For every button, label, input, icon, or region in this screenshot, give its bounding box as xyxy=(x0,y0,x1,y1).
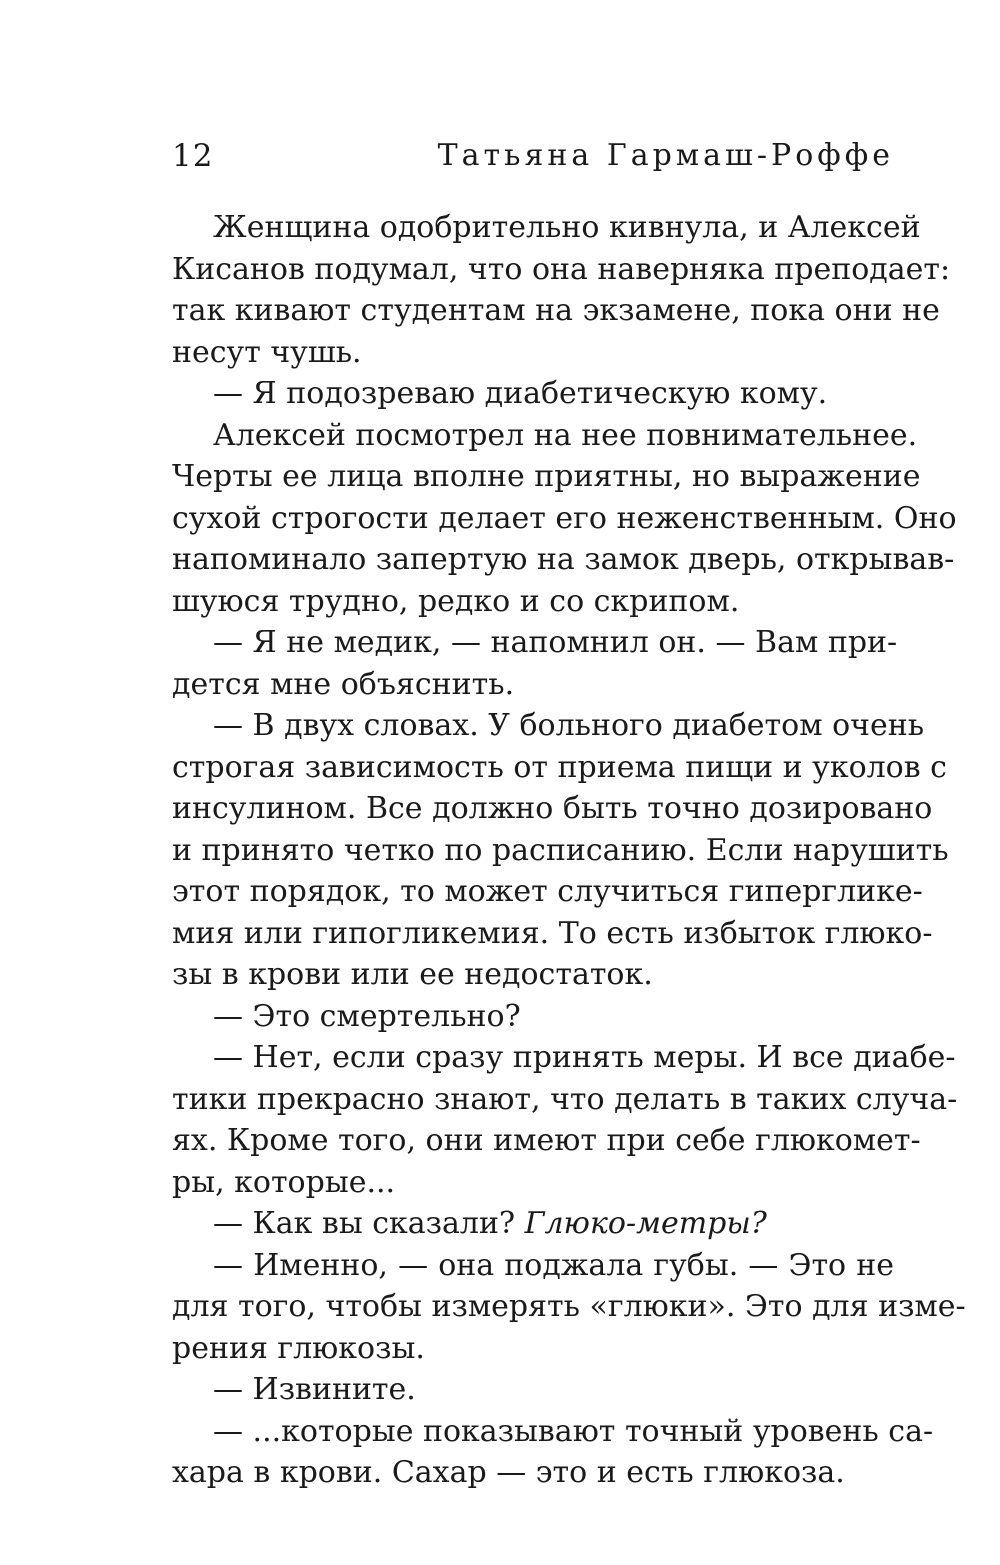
text-line-content: инсулином. Все должно быть точно дозировано xyxy=(172,791,933,826)
text-line xyxy=(172,456,921,498)
text-line-content: и принято четко по расписанию. Если нарушить xyxy=(172,832,949,868)
text-line-content: рения глюкозы. xyxy=(172,1330,425,1366)
text-line-content: — Нет, если сразу принять меры. И все диабе- xyxy=(213,1040,956,1075)
text-line-content: Кисанов подумал, что она наверняка преподает: xyxy=(172,251,951,287)
running-head: Татьяна Гармаш-Роффе xyxy=(437,138,894,173)
text-line-content: зы в крови или ее недостаток. xyxy=(172,957,653,992)
text-line-content: напоминало запертую на замок дверь, открывав- xyxy=(172,542,955,577)
text-line xyxy=(172,498,957,540)
text-line-content: строгая зависимость от приема пищи и уколов с xyxy=(172,749,947,785)
body-text xyxy=(172,207,966,1494)
text-line xyxy=(172,373,894,415)
text-line-content: — Как вы сказали? xyxy=(213,1206,525,1241)
text-line xyxy=(172,1411,934,1453)
text-line xyxy=(172,1079,958,1121)
text-line xyxy=(172,1286,966,1328)
text-line xyxy=(172,415,918,457)
text-line-content: Женщина одобрительно кивнула, и Алексей xyxy=(213,210,921,245)
text-line-content: мия или гипогликемия. То есть избыток глюко- xyxy=(172,915,933,951)
text-line xyxy=(172,1452,894,1494)
text-line xyxy=(172,1328,894,1370)
text-line xyxy=(172,207,921,249)
text-line xyxy=(172,1162,894,1204)
text-line-content: Черты ее лица вполне приятны, но выражение xyxy=(172,459,921,494)
text-line xyxy=(172,830,949,872)
text-line xyxy=(172,1245,894,1287)
text-line xyxy=(172,788,933,830)
text-line-content: хара в крови. Сахар — это и есть глюкоза. xyxy=(172,1455,845,1490)
text-line xyxy=(172,996,894,1038)
text-line-content: — Я подозреваю диабетическую кому. xyxy=(213,376,828,411)
text-line-content: так кивают студентам на экзамене, пока они не xyxy=(172,293,940,328)
text-line xyxy=(172,332,894,374)
text-line-content: — Я не медик, — напомнил он. — Вам при- xyxy=(213,625,898,660)
text-line xyxy=(172,539,955,581)
italic-phrase: Глюко-метры? xyxy=(524,1206,767,1241)
text-line-content: ях. Кроме того, они имеют при себе глюкомет- xyxy=(172,1123,921,1158)
text-line xyxy=(172,747,947,789)
text-line-content: Алексей посмотрел на нее повнимательнее. xyxy=(213,417,918,453)
text-line xyxy=(172,954,894,996)
page-number: 12 xyxy=(172,138,214,174)
text-line-content: ры, которые... xyxy=(172,1164,396,1200)
text-line xyxy=(172,581,894,623)
text-line xyxy=(172,290,940,332)
text-line xyxy=(172,249,951,291)
text-line-content: для того, чтобы измерять «глюки». Это для изме- xyxy=(172,1289,966,1324)
text-line xyxy=(172,622,898,664)
text-line-content: этот порядок, то может случиться гипергликe- xyxy=(172,874,923,909)
text-line xyxy=(172,1037,956,1079)
text-line xyxy=(172,664,894,706)
text-line xyxy=(172,871,923,913)
text-line xyxy=(172,1369,894,1411)
text-line xyxy=(172,1120,921,1162)
text-line xyxy=(172,913,933,955)
text-line-content: — В двух словах. У больного диабетом очень xyxy=(213,708,925,743)
text-line xyxy=(172,1203,894,1245)
text-line-content: — Извините. xyxy=(213,1372,416,1407)
text-line-content: сухой строгости делает его неженственным. Оно xyxy=(172,500,957,536)
text-line-content: дется мне объяснить. xyxy=(172,666,515,702)
text-line-content: тики прекрасно знают, что делать в таких случа- xyxy=(172,1081,958,1117)
text-line-content: — ...которые показывают точный уровень са- xyxy=(213,1413,934,1449)
text-line xyxy=(172,705,925,747)
text-line-content: несут чушь. xyxy=(172,334,362,370)
text-line-content: — Именно, — она поджала губы. — Это не xyxy=(213,1247,894,1283)
text-line-content: — Это смертельно? xyxy=(213,998,521,1034)
text-line-content: шуюся трудно, редко и со скрипом. xyxy=(172,583,740,619)
